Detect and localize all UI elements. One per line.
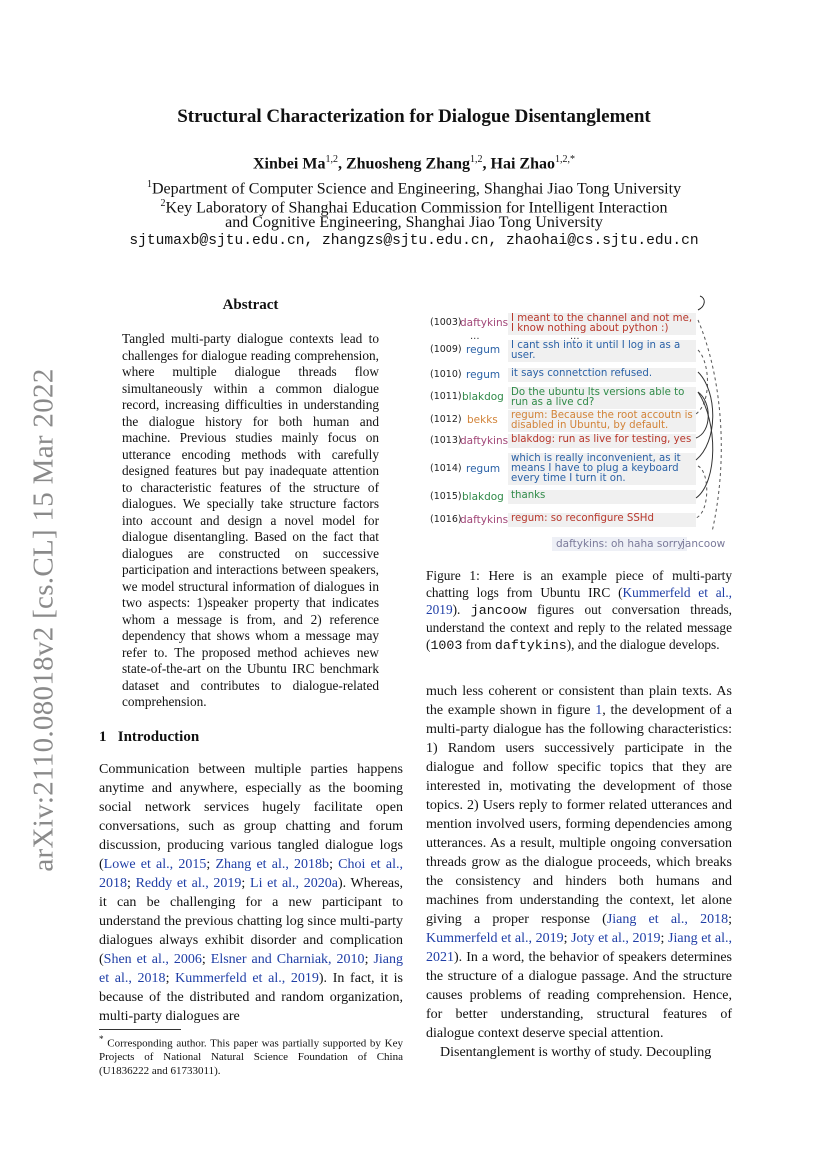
affiliation-2: $^2$Key Laboratory of Shanghai Education Commission for Intelligent Interaction: [160, 198, 668, 217]
citation-link[interactable]: Shen et al., 2006: [103, 952, 202, 967]
reply-arrow: [696, 372, 713, 460]
utterance-text: I meant to the channel and not me, I know nothing about python :): [508, 313, 696, 335]
utterance-id: (1009): [430, 344, 462, 355]
speaker-name: regum: [466, 344, 501, 356]
footnote: * Corresponding author. This paper was partially supported by Key Projects of National Natural Science Foundation of China (U1836222 and 61733011).: [99, 1034, 403, 1077]
citation-link[interactable]: Elsner and Charniak, 2010: [210, 952, 365, 967]
author-name: Xinbei Ma: [253, 155, 326, 173]
utterance-text: blakdog: run as live for testing, yes: [508, 434, 696, 448]
speaker-name: daftykins: [460, 317, 509, 329]
footnote-rule: [99, 1029, 181, 1030]
utterance-id: (1011): [430, 391, 462, 402]
author-sup: 1,2,*: [554, 154, 575, 165]
utterance-text: regum: so reconfigure SSHd: [508, 513, 696, 527]
speaker-name: daftykins: [460, 514, 509, 526]
author-sup: 1,2: [470, 154, 483, 165]
reply-arrow: [698, 296, 704, 310]
speaker-name: regum: [466, 463, 501, 475]
intro-paragraph: Communication between multiple parties happens anytime and anywhere, especially as the booming social network services hugely facilitate open conversations, such as group chatting and forum discussion, producing various tangled dialogue logs (Lowe et al., 2015; Zhang et al., 2018b; Choi et al., 2018; Reddy et al., 2019; Li et al., 2020a). Whereas, it can be challenging for a new participant to understand the previous chatting log since multi-party dialogues always exhibit disorder and complication (Shen et al., 2006; Elsner and Charniak, 2010; Jiang et al., 2018; Kummerfeld et al., 2019). In fact, it is because of the distributed and random organization, multi-party dialogues are: [99, 762, 404, 1024]
reply-message: daftykins: oh haha sorry: [552, 537, 687, 551]
arxiv-sidebar-stamp: arXiv:2110.08018v2 [cs.CL] 15 Mar 2022: [27, 368, 60, 872]
abstract-heading: Abstract: [222, 297, 279, 313]
citation-link[interactable]: Joty et al., 2019: [571, 931, 661, 946]
utterance-text: regum: Because the root accoutn is disabled in Ubuntu, by default.: [508, 410, 696, 432]
utterance-id: (1016): [430, 514, 462, 525]
utterance-id: (1013): [430, 435, 462, 446]
speaker-name: regum: [466, 369, 501, 381]
utterance-text: I cant ssh into it until I log in as a user.: [508, 340, 696, 362]
paper-title: Structural Characterization for Dialogue Disentanglement: [177, 106, 651, 127]
reply-speaker: jancoow: [682, 538, 726, 550]
citation-link[interactable]: Jiang et al., 2018: [99, 952, 404, 986]
utterance-text: Do the ubuntu lts versions able to run as a live cd?: [508, 387, 696, 409]
figure-ref-link[interactable]: 1: [595, 703, 603, 718]
reply-arrow: [696, 392, 713, 498]
ellipsis: ...: [470, 331, 480, 342]
utterance-text: which is really inconvenient, as it means I have to plug a keyboard every time I turn it on.: [508, 453, 696, 485]
citation-link[interactable]: Choi et al., 2018: [99, 857, 403, 891]
reply-arrows: [690, 292, 730, 542]
speaker-name: bekks: [467, 414, 498, 426]
right-column-text: much less coherent or consistent than plain texts. As the example shown in figure 1, the development of a multi-party dialogue has the following characteristics: 1) Random users successively participate in the dialogue and follow specific topics that they are interested in, motivating the development of those topics. 2) Users reply to former related utterances and mention involved users, forming dependencies among utterances. As a result, multiple ongoing conversation threads grow as the dialogue proceeds, which breaks the consistency and hinders both humans and machines from understanding the context, let alone giving a proper response (Jiang et al., 2018; Kummerfeld et al., 2019; Joty et al., 2019; Jiang et al., 2021). In a word, the behavior of speakers determines the structure of a dialogue passage. And the structure causes problems of reading comprehension. Hence, for better understanding, structural features of dialogue context deserve special attention. Disentanglement is worthy of study. Decoupling: [426, 684, 733, 1060]
citation-link[interactable]: Kummerfeld et al., 2019: [426, 931, 564, 946]
speaker-name: daftykins: [460, 435, 509, 447]
affiliation-1: $^1$Department of Computer Science and Engineering, Shanghai Jiao Tong University: [146, 179, 682, 198]
utterance-text: it says connetction refused.: [508, 368, 696, 382]
figure-caption: Figure 1: Here is an example piece of multi-party chatting logs from Ubuntu IRC (Kummerfeld et al., 2019). jancoow figures out conversation threads, understand the context and reply to the related message (1003 from daftykins), and the dialogue develops.: [426, 568, 733, 653]
speaker-name: blakdog: [462, 391, 504, 403]
citation-link[interactable]: Li et al., 2020a: [250, 876, 338, 891]
author-emails: sjtumaxb@sjtu.edu.cn, zhangzs@sjtu.edu.cn, zhaohai@cs.sjtu.edu.cn: [129, 233, 699, 249]
author-name: Hai Zhao: [490, 155, 555, 173]
citation-link[interactable]: Lowe et al., 2015: [103, 857, 207, 872]
utterance-id: (1012): [430, 414, 462, 425]
abstract-body: Tangled multi-party dialogue contexts lead to challenges for dialogue reading comprehension, where multiple dialogue threads flow simultaneously within a common dialogue record, increasing difficulties in understanding the dialogue history for both human and machine. Previous studies mainly focus on utterance encoding methods with carefully designed features but pay inadequate attention to characteristic features of the structure of dialogues. We specially take structure factors into account and design a novel model for dialogue disentangling. Based on the fact that dialogues are constructed on successive participation and interactions between speakers, we model structural information of dialogues in two aspects: 1)speaker property that indicates whom a message is from, and 2) reference dependency that shows whom a message may refer to. The proposed method achieves new state-of-the-art on the Ubuntu IRC benchmark dataset and contributes to dialogue-related comprehension.: [122, 331, 379, 709]
utterance-id: (1003): [430, 317, 462, 328]
citation-link[interactable]: Reddy et al., 2019: [135, 876, 242, 891]
section-heading: 1 Introduction: [99, 729, 200, 745]
reply-arrow: [698, 320, 721, 532]
paragraph: Disentanglement is worthy of study. Decoupling: [440, 1045, 712, 1060]
speaker-name: blakdog: [462, 491, 504, 503]
author-sup: 1,2: [325, 154, 338, 165]
utterance-id: (1015): [430, 491, 462, 502]
citation-link[interactable]: Zhang et al., 2018b: [215, 857, 330, 872]
citation-link[interactable]: Jiang et al., 2018: [606, 912, 729, 927]
utterance-id: (1014): [430, 463, 462, 474]
ellipsis: ...: [570, 331, 580, 342]
citation-link[interactable]: Kummerfeld et al., 2019: [175, 971, 319, 986]
affiliation-2-cont: and Cognitive Engineering, Shanghai Jiao Tong University: [225, 214, 603, 231]
author-line: Xinbei Ma$^{1,2}$, Zhuosheng Zhang$^{1,2}$, Hai Zhao$^{1,2,*}$: [253, 154, 575, 173]
author-name: Zhuosheng Zhang: [345, 155, 471, 173]
utterance-id: (1010): [430, 369, 462, 380]
citation-link[interactable]: Jiang et al., 2021: [426, 931, 733, 965]
citation-link[interactable]: Kummerfeld et al., 2019: [426, 585, 732, 617]
utterance-text: thanks: [508, 490, 696, 504]
